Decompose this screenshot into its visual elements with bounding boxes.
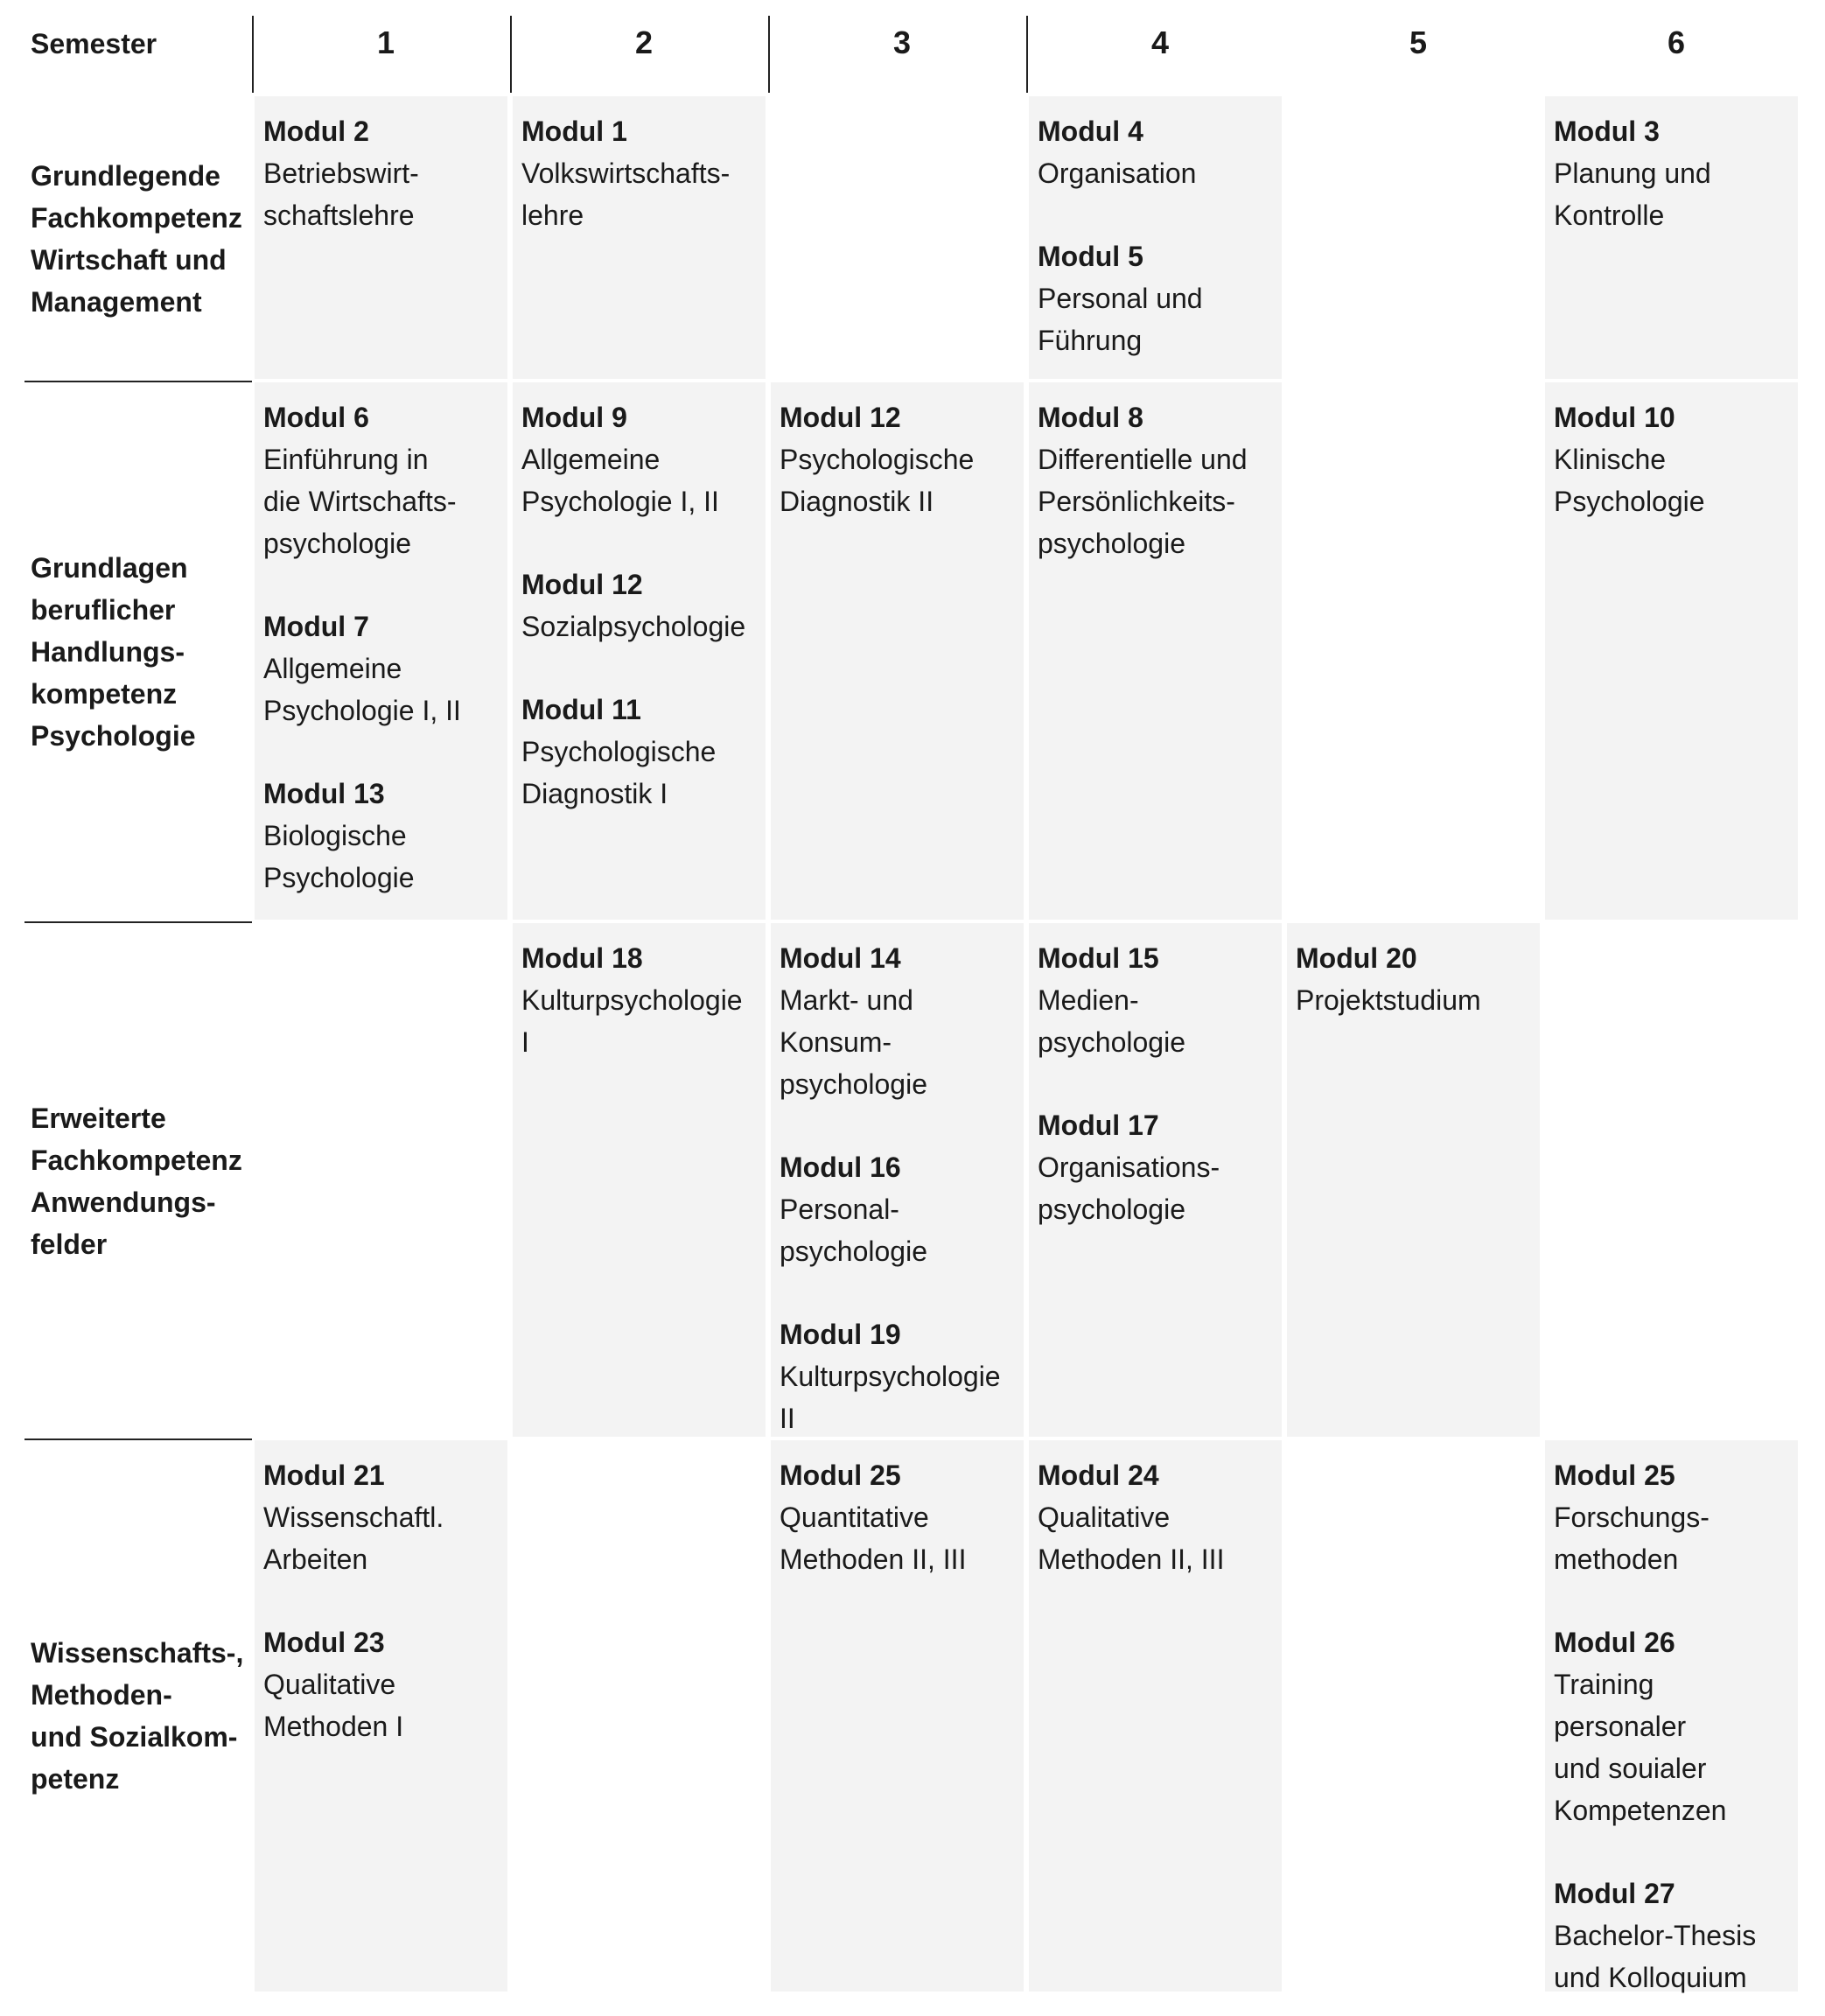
module-name: Wissenschaftl. Arbeiten: [263, 1502, 444, 1575]
module-entry: [780, 937, 1015, 1105]
module-number: Modul 15: [1038, 942, 1159, 974]
module-entry: [1554, 396, 1789, 522]
module-name: Kulturpsychologie II: [780, 1361, 1001, 1434]
module-number: Modul 1: [521, 116, 627, 147]
module-number: Modul 25: [1554, 1460, 1675, 1491]
module-entry: [1554, 1454, 1789, 1580]
module-cell: [771, 382, 1024, 920]
module-entry: [263, 773, 499, 899]
module-number: Modul 7: [263, 611, 369, 642]
module-name: Forschungs- methoden: [1554, 1502, 1710, 1575]
module-cell: [771, 1440, 1024, 1992]
module-cell: [1545, 96, 1798, 379]
module-number: Modul 6: [263, 402, 369, 433]
module-cell: [513, 382, 766, 920]
module-name: Planung und Kontrolle: [1554, 158, 1711, 231]
module-name: Projektstudium: [1296, 984, 1481, 1016]
module-name: Kulturpsychologie I: [521, 984, 743, 1058]
module-entry: [521, 689, 757, 815]
module-entry: [780, 1454, 1015, 1580]
module-number: Modul 13: [263, 778, 385, 809]
module-entry: [521, 564, 757, 648]
module-number: Modul 10: [1554, 402, 1675, 433]
module-entry: [1038, 396, 1273, 564]
module-name: Allgemeine Psychologie I, II: [263, 653, 461, 726]
module-entry: [1554, 1621, 1789, 1831]
module-number: Modul 4: [1038, 116, 1143, 147]
module-entry: [263, 1621, 499, 1747]
module-number: Modul 5: [1038, 241, 1143, 272]
module-entry: [1038, 937, 1273, 1063]
module-name: Qualitative Methoden I: [263, 1669, 404, 1742]
module-name: Betriebswirt- schaftslehre: [263, 158, 419, 231]
header-divider: [510, 16, 512, 93]
module-cell: [1545, 382, 1798, 920]
module-name: Klinische Psychologie: [1554, 444, 1705, 517]
row-label-psychologie: Grundlagen beruflicher Handlungs- kompetenz Psychologie: [31, 552, 196, 752]
semester-5-header: 5: [1409, 24, 1428, 60]
module-name: Bachelor-Thesis und Kolloquium: [1554, 1920, 1757, 1993]
module-name: Quantitative Methoden II, III: [780, 1502, 967, 1575]
module-number: Modul 20: [1296, 942, 1417, 974]
module-number: Modul 12: [780, 402, 901, 433]
row-label-methodenkompetenz: Wissenschafts-, Methoden- und Sozialkom- petenz: [31, 1637, 244, 1795]
module-cell: [771, 923, 1024, 1437]
module-cell: [255, 382, 507, 920]
module-number: Modul 19: [780, 1319, 901, 1350]
row-label-wirtschaft: Grundlegende Fachkompetenz Wirtschaft und Management: [31, 159, 242, 318]
module-entry: [263, 606, 499, 732]
module-number: Modul 23: [263, 1627, 385, 1658]
module-number: Modul 21: [263, 1460, 385, 1491]
header-divider: [252, 16, 254, 93]
module-name: Organisations- psychologie: [1038, 1152, 1220, 1225]
module-name: Markt- und Konsum- psychologie: [780, 984, 927, 1100]
module-cell: [1545, 1440, 1798, 1992]
module-name: Training personaler und souialer Kompetenzen: [1554, 1669, 1727, 1826]
module-entry: [521, 937, 757, 1063]
module-cell: [1287, 923, 1540, 1437]
module-number: Modul 26: [1554, 1627, 1675, 1658]
semester-6-header: 6: [1667, 24, 1686, 60]
module-cell: [1029, 1440, 1282, 1992]
module-entry: [1038, 110, 1273, 194]
semester-4-header: 4: [1150, 24, 1170, 60]
module-number: Modul 27: [1554, 1878, 1675, 1909]
header-divider: [1026, 16, 1028, 93]
module-name: Einführung in die Wirtschafts- psychologie: [263, 444, 457, 559]
module-number: Modul 25: [780, 1460, 901, 1491]
module-name: Personal und Führung: [1038, 283, 1203, 356]
module-number: Modul 2: [263, 116, 369, 147]
module-entry: [521, 110, 757, 236]
module-cell: [513, 923, 766, 1437]
semester-3-header: 3: [892, 24, 912, 60]
module-cell: [255, 96, 507, 379]
module-cell: [255, 1440, 507, 1992]
module-name: Personal- psychologie: [780, 1194, 927, 1267]
module-cell: [1029, 923, 1282, 1437]
module-name: Volkswirtschafts- lehre: [521, 158, 731, 231]
module-entry: [263, 1454, 499, 1580]
module-cell: [1029, 382, 1282, 920]
semester-1-header: 1: [376, 24, 395, 60]
module-name: Differentielle und Persönlichkeits- psychologie: [1038, 444, 1248, 559]
module-entry: [1038, 1454, 1273, 1580]
module-number: Modul 3: [1554, 116, 1660, 147]
module-entry: [1038, 1104, 1273, 1230]
module-entry: [1554, 1872, 1789, 1998]
module-entry: [780, 1146, 1015, 1272]
module-entry: [263, 110, 499, 236]
module-number: Modul 24: [1038, 1460, 1159, 1491]
semester-2-header: 2: [634, 24, 654, 60]
module-name: Biologische Psychologie: [263, 820, 415, 893]
module-cell: [1029, 96, 1282, 379]
row-label-anwendungsfelder: Erweiterte Fachkompetenz Anwendungs- felder: [31, 1102, 242, 1260]
module-number: Modul 17: [1038, 1110, 1159, 1141]
header-divider: [768, 16, 770, 93]
module-entry: [1554, 110, 1789, 236]
module-name: Psychologische Diagnostik II: [780, 444, 975, 517]
module-number: Modul 18: [521, 942, 643, 974]
module-number: Modul 16: [780, 1152, 901, 1183]
module-entry: [521, 396, 757, 522]
module-entry: [1296, 937, 1531, 1021]
module-name: Organisation: [1038, 158, 1197, 189]
module-number: Modul 8: [1038, 402, 1143, 433]
module-number: Modul 14: [780, 942, 901, 974]
module-entry: [780, 396, 1015, 522]
module-name: Sozialpsychologie: [521, 611, 746, 642]
module-entry: [780, 1313, 1015, 1439]
module-name: Qualitative Methoden II, III: [1038, 1502, 1225, 1575]
module-number: Modul 9: [521, 402, 627, 433]
module-number: Modul 11: [521, 694, 641, 725]
module-cell: [513, 96, 766, 379]
module-name: Allgemeine Psychologie I, II: [521, 444, 719, 517]
module-name: Psychologische Diagnostik I: [521, 736, 717, 809]
module-name: Medien- psychologie: [1038, 984, 1185, 1058]
module-entry: [1038, 235, 1273, 361]
semester-header-label: Semester: [31, 28, 157, 60]
module-number: Modul 12: [521, 569, 643, 600]
module-entry: [263, 396, 499, 564]
